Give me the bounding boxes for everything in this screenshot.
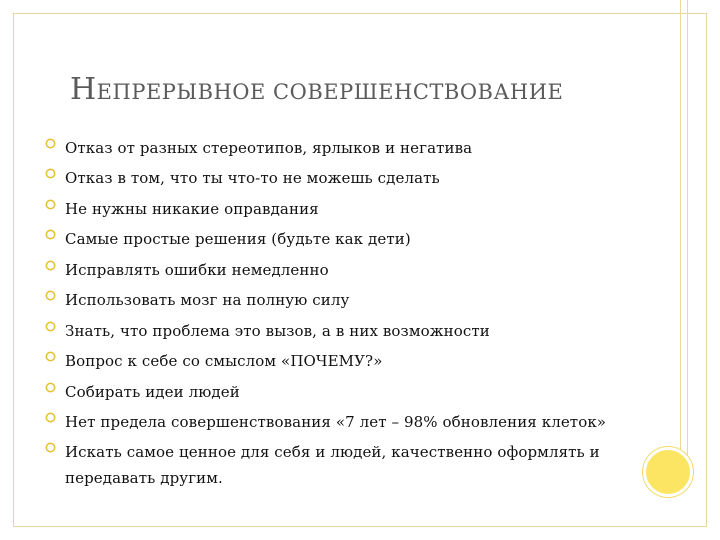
- hollow-circle-bullet-icon: [45, 138, 56, 149]
- hollow-circle-bullet-icon: [45, 382, 56, 393]
- title-first-letter: Н: [70, 72, 97, 107]
- list-item-text: Не нужны никакие оправдания: [65, 200, 319, 218]
- list-item-text: Исправлять ошибки немедленно: [65, 261, 329, 279]
- list-item-text: Собирать идеи людей: [65, 383, 240, 401]
- hollow-circle-bullet-icon: [45, 168, 56, 179]
- list-item-text: Нет предела совершенствования «7 лет – 98% обновления клеток»: [65, 413, 607, 431]
- hollow-circle-bullet-icon: [45, 199, 56, 210]
- list-item-text: Отказ в том, что ты что-то не можешь сделать: [65, 169, 440, 187]
- list-item-text: Использовать мозг на полную силу: [65, 291, 350, 309]
- list-item-text: Искать самое ценное для себя и людей, качественно оформлять и передавать другим.: [65, 443, 600, 487]
- hollow-circle-bullet-icon: [45, 412, 56, 423]
- hollow-circle-bullet-icon: [45, 442, 56, 453]
- hollow-circle-bullet-icon: [45, 351, 56, 362]
- list-item-text: Знать, что проблема это вызов, а в них возможности: [65, 322, 490, 340]
- hollow-circle-bullet-icon: [45, 290, 56, 301]
- hollow-circle-bullet-icon: [45, 260, 56, 271]
- list-item-text: Отказ от разных стереотипов, ярлыков и негатива: [65, 139, 473, 157]
- list-item-text: Самые простые решения (будьте как дети): [65, 230, 411, 248]
- list-item-text: Вопрос к себе со смыслом «ПОЧЕМУ?»: [65, 352, 383, 370]
- hollow-circle-bullet-icon: [45, 321, 56, 332]
- hollow-circle-bullet-icon: [45, 229, 56, 240]
- title-rest: ЕПРЕРЫВНОЕ СОВЕРШЕНСТВОВАНИЕ: [96, 80, 564, 104]
